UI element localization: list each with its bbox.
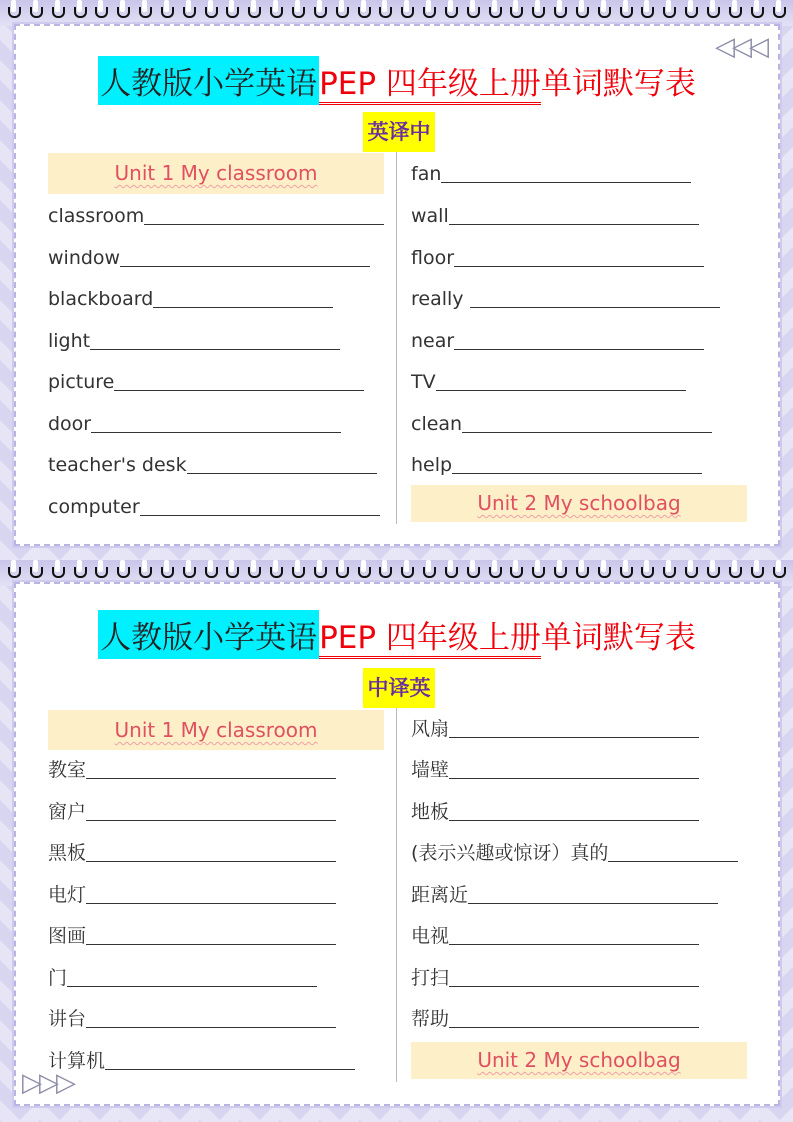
word-item[interactable]: 图画 [48, 921, 336, 951]
binder-ring-icon [467, 560, 479, 582]
word-item[interactable]: computer [48, 492, 380, 522]
title-highlight: 人教版小学英语 [98, 610, 319, 659]
binder-ring-icon [139, 560, 151, 582]
binder-ring-icon [358, 0, 370, 22]
binder-ring-icon [95, 0, 107, 22]
word-item[interactable]: 窗户 [48, 797, 336, 827]
binder-ring-icon [161, 560, 173, 582]
binder-ring-icon [729, 0, 741, 22]
worksheet-en-to-zh [14, 24, 780, 546]
binder-ring-icon [445, 0, 457, 22]
binder-ring-icon [423, 560, 435, 582]
binder-ring-icon [226, 0, 238, 22]
binder-ring-icon [598, 560, 610, 582]
binder-ring-icon [620, 0, 632, 22]
binder-ring-icon [74, 560, 86, 582]
binder-ring-icon [401, 560, 413, 582]
word-item[interactable]: 门 [48, 963, 317, 993]
binder-ring-icon [445, 560, 457, 582]
word-item[interactable]: 电灯 [48, 880, 336, 910]
word-item[interactable]: floor [411, 243, 704, 273]
binder-ring-icon [598, 0, 610, 22]
binder-ring-icon [532, 560, 544, 582]
word-item[interactable]: 风扇 [411, 714, 699, 744]
word-item[interactable]: 地板 [411, 797, 699, 827]
binder-ring-icon [8, 560, 20, 582]
binder-ring-icon [489, 0, 501, 22]
unit-2-banner: Unit 2 My schoolbag [411, 485, 747, 522]
binder-ring-icon [248, 560, 260, 582]
word-item[interactable]: clean [411, 409, 712, 439]
binder-ring-icon [117, 560, 129, 582]
binder-ring-icon [532, 0, 544, 22]
binder-ring-icon [292, 0, 304, 22]
binder-ring-icon [226, 560, 238, 582]
word-item[interactable]: TV [411, 367, 686, 397]
word-item[interactable]: light [48, 326, 340, 356]
binder-ring-icon [270, 560, 282, 582]
binder-ring-icon [379, 0, 391, 22]
binder-ring-icon [74, 0, 86, 22]
binder-ring-icon [685, 560, 697, 582]
unit-1-banner: Unit 1 My classroom [48, 710, 384, 750]
binder-ring-icon [576, 0, 588, 22]
binder-ring-icon [773, 560, 785, 582]
binder-ring-icon [161, 0, 173, 22]
binder-ring-icon [270, 0, 282, 22]
rewind-arrows-icon: ◁◁◁ [715, 32, 766, 62]
binder-ring-icon [773, 0, 785, 22]
word-item[interactable]: 教室 [48, 755, 336, 785]
binder-ring-icon [117, 0, 129, 22]
word-item[interactable]: window [48, 243, 370, 273]
word-item[interactable]: 墙壁 [411, 755, 699, 785]
binder-ring-icon [95, 560, 107, 582]
title-highlight: 人教版小学英语 [98, 56, 319, 105]
binder-ring-icon [205, 560, 217, 582]
binder-ring-icon [314, 0, 326, 22]
word-item[interactable]: 电视 [411, 921, 699, 951]
binder-ring-icon [751, 560, 763, 582]
binder-ring-icon [336, 560, 348, 582]
binder-ring-icon [401, 0, 413, 22]
binder-ring-icon [707, 560, 719, 582]
word-item[interactable]: wall [411, 201, 699, 231]
binder-ring-icon [30, 0, 42, 22]
word-item[interactable]: really [411, 284, 720, 314]
binder-ring-icon [292, 560, 304, 582]
binder-ring-icon [576, 560, 588, 582]
word-item[interactable]: picture [48, 367, 364, 397]
unit-1-banner: Unit 1 My classroom [48, 153, 384, 194]
word-item[interactable]: (表示兴趣或惊讶）真的 [411, 838, 738, 868]
column-divider [396, 708, 397, 1082]
column-divider [396, 152, 397, 524]
binder-ring-icon [336, 0, 348, 22]
binder-ring-icon [8, 0, 20, 22]
word-item[interactable]: classroom [48, 201, 384, 231]
forward-arrows-icon: ▷▷▷ [22, 1068, 73, 1098]
binder-ring-icon [663, 0, 675, 22]
binder-ring-icon [205, 0, 217, 22]
binder-ring-icon [685, 0, 697, 22]
binder-rings-top [0, 0, 793, 26]
binder-ring-icon [707, 0, 719, 22]
page-title [16, 56, 778, 105]
binder-ring-icon [52, 560, 64, 582]
binder-ring-icon [183, 0, 195, 22]
binder-ring-icon [620, 560, 632, 582]
binder-ring-icon [729, 560, 741, 582]
binder-ring-icon [139, 0, 151, 22]
word-item[interactable]: teacher's desk [48, 450, 377, 480]
mode-label: 中译英 [363, 668, 435, 708]
page-title [16, 610, 778, 659]
binder-ring-icon [751, 0, 763, 22]
word-item[interactable]: 距离近 [411, 880, 718, 910]
binder-ring-icon [183, 560, 195, 582]
word-item[interactable]: door [48, 409, 341, 439]
worksheet-zh-to-en [14, 582, 780, 1106]
word-item[interactable]: 讲台 [48, 1004, 336, 1034]
unit-2-banner: Unit 2 My schoolbag [411, 1042, 747, 1079]
title-red: PEP 四年级上册单词默写表 [319, 58, 696, 103]
mode-label: 英译中 [363, 112, 435, 152]
word-item[interactable]: 打扫 [411, 963, 699, 993]
binder-ring-icon [467, 0, 479, 22]
binder-ring-icon [52, 0, 64, 22]
binder-ring-icon [554, 560, 566, 582]
binder-ring-icon [30, 560, 42, 582]
word-item[interactable]: fan [411, 159, 691, 189]
binder-ring-icon [641, 0, 653, 22]
word-item[interactable]: 计算机 [48, 1046, 355, 1076]
binder-ring-icon [489, 560, 501, 582]
binder-ring-icon [510, 560, 522, 582]
word-item[interactable]: blackboard [48, 284, 333, 314]
binder-ring-icon [423, 0, 435, 22]
binder-ring-icon [641, 560, 653, 582]
word-item[interactable]: 黑板 [48, 838, 336, 868]
binder-ring-icon [248, 0, 260, 22]
binder-ring-icon [314, 560, 326, 582]
binder-ring-icon [510, 0, 522, 22]
binder-ring-icon [663, 560, 675, 582]
title-red: PEP 四年级上册单词默写表 [319, 612, 696, 657]
word-item[interactable]: near [411, 326, 704, 356]
word-item[interactable]: help [411, 450, 702, 480]
binder-ring-icon [358, 560, 370, 582]
binder-ring-icon [379, 560, 391, 582]
binder-ring-icon [554, 0, 566, 22]
word-item[interactable]: 帮助 [411, 1004, 699, 1034]
